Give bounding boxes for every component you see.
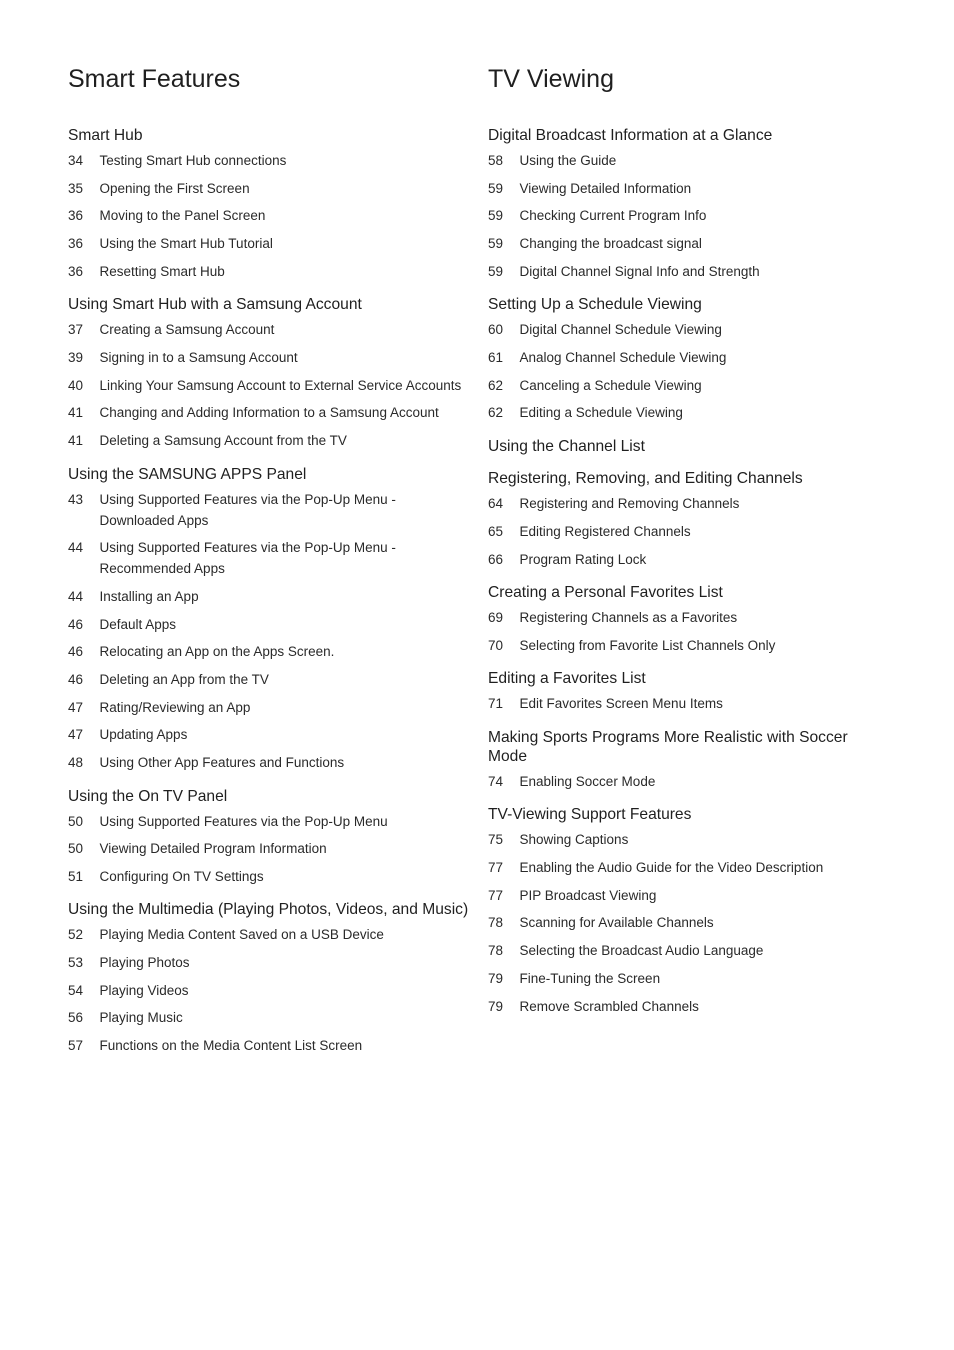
toc-section <box>488 728 883 792</box>
section-title[interactable]: Using the Multimedia (Playing Photos, Videos, and Music) <box>68 901 469 919</box>
toc-section <box>488 805 883 1016</box>
page-number: 50 <box>68 813 84 829</box>
entry-title: Playing Photos <box>99 955 190 971</box>
toc-entry[interactable] <box>488 857 883 878</box>
column-title: Smart Features <box>68 65 241 93</box>
page-number: 47 <box>68 727 84 743</box>
toc-entry[interactable] <box>68 980 470 1001</box>
page-number: 56 <box>68 1010 84 1026</box>
entry-title: Playing Videos <box>99 982 189 998</box>
toc-entry[interactable] <box>68 697 470 718</box>
entry-title: Testing Smart Hub connections <box>99 153 287 168</box>
entry-title: Checking Current Program Info <box>519 208 707 224</box>
page-number: 41 <box>68 433 84 448</box>
entry-title: Remove Scrambled Channels <box>519 998 699 1014</box>
entry-title: Edit Favorites Screen Menu Items <box>519 696 723 712</box>
toc-entry[interactable] <box>488 150 883 171</box>
toc-entry[interactable] <box>68 724 470 745</box>
page-number: 36 <box>68 208 84 224</box>
section-title[interactable]: Registering, Removing, and Editing Channels <box>488 470 803 488</box>
page-number: 62 <box>488 405 504 421</box>
entry-title: Program Rating Lock <box>519 551 647 567</box>
section-title[interactable]: Creating a Personal Favorites List <box>488 584 723 602</box>
page-number: 58 <box>488 153 504 168</box>
toc-section <box>488 295 883 423</box>
toc-entry[interactable] <box>68 205 470 226</box>
toc-entry-list <box>68 489 470 774</box>
page-number: 60 <box>488 322 504 338</box>
page-number: 70 <box>488 637 504 653</box>
toc-entry[interactable] <box>68 430 470 451</box>
entry-title: Configuring On TV Settings <box>99 868 264 884</box>
toc-entry[interactable] <box>68 347 470 368</box>
section-title[interactable]: Setting Up a Schedule Viewing <box>488 296 702 314</box>
entry-title: Playing Media Content Saved on a USB Device <box>99 927 384 943</box>
page-number: 50 <box>68 841 84 857</box>
section-title[interactable]: Making Sports Programs More Realistic with Soccer Mode <box>488 728 848 765</box>
toc-entry[interactable] <box>68 319 470 340</box>
toc-entry[interactable] <box>68 811 470 832</box>
page-number: 71 <box>488 696 504 712</box>
page-number: 75 <box>488 832 504 848</box>
page-number: 36 <box>68 263 84 279</box>
entry-title: Deleting a Samsung Account from the TV <box>99 433 347 448</box>
entry-title: Signing in to a Samsung Account <box>99 349 298 365</box>
toc-entry-list <box>488 771 883 792</box>
toc-entry[interactable] <box>68 866 470 887</box>
entry-title: Editing a Schedule Viewing <box>519 405 683 421</box>
toc-entry-list <box>488 319 883 423</box>
toc-entry[interactable] <box>488 635 883 656</box>
toc-entry[interactable] <box>488 233 883 254</box>
toc-entry[interactable] <box>68 489 470 531</box>
page-number: 79 <box>488 998 504 1014</box>
toc-entry[interactable] <box>488 493 883 514</box>
toc-entry[interactable] <box>68 537 470 579</box>
column-title: TV Viewing <box>488 65 614 93</box>
page-number: 37 <box>68 322 84 338</box>
entry-title: Selecting from Favorite List Channels Only <box>519 637 776 653</box>
page-number: 59 <box>488 263 504 279</box>
toc-column-smart-features <box>68 64 470 1070</box>
toc-entry-list <box>488 150 883 282</box>
page-number: 46 <box>68 671 84 687</box>
page-number: 52 <box>68 927 84 943</box>
page-number: 78 <box>488 943 504 959</box>
toc-entry[interactable] <box>488 885 883 906</box>
toc-entry-list <box>68 319 470 451</box>
page-number: 36 <box>68 236 84 252</box>
entry-title: Playing Music <box>99 1010 183 1026</box>
toc-entry[interactable] <box>68 375 470 396</box>
toc-entry-list <box>68 811 470 887</box>
entry-title: Using the Smart Hub Tutorial <box>99 236 273 252</box>
entry-title: Editing Registered Channels <box>519 524 691 539</box>
toc-entry-list <box>488 607 883 656</box>
entry-title: Deleting an App from the TV <box>99 671 269 687</box>
toc-entry[interactable] <box>68 924 470 945</box>
page-number: 47 <box>68 699 84 715</box>
toc-entry[interactable] <box>488 261 883 282</box>
toc-entry[interactable] <box>488 829 883 850</box>
section-title[interactable]: Using the On TV Panel <box>68 787 228 805</box>
toc-entry[interactable] <box>488 375 883 396</box>
toc-entry[interactable] <box>488 178 883 199</box>
entry-title: Moving to the Panel Screen <box>99 208 266 224</box>
entry-title: Digital Channel Signal Info and Strength <box>519 263 760 279</box>
toc-entry[interactable] <box>68 752 470 773</box>
section-title[interactable]: Smart Hub <box>68 127 143 144</box>
section-title[interactable]: Using Smart Hub with a Samsung Account <box>68 296 362 314</box>
toc-entry[interactable] <box>488 996 883 1017</box>
toc-section <box>488 583 883 656</box>
section-list <box>68 126 470 1056</box>
entry-title: Viewing Detailed Information <box>519 180 692 196</box>
entry-title: Changing the broadcast signal <box>519 236 702 252</box>
toc-entry[interactable] <box>68 641 470 662</box>
entry-title: Default Apps <box>99 616 177 632</box>
toc-entry[interactable] <box>488 205 883 226</box>
entry-title: Changing and Adding Information to a Samsung Account <box>99 405 439 421</box>
section-list <box>488 126 883 1017</box>
toc-entry[interactable] <box>488 912 883 933</box>
toc-section <box>68 126 470 282</box>
page-number: 53 <box>68 955 84 971</box>
page-number: 39 <box>68 349 84 365</box>
toc-entry[interactable] <box>68 1035 470 1056</box>
entry-title: Creating a Samsung Account <box>99 322 275 338</box>
entry-title: Enabling Soccer Mode <box>519 773 656 789</box>
page-number: 34 <box>68 153 84 168</box>
entry-title: Registering and Removing Channels <box>519 496 740 512</box>
entry-title: Installing an App <box>99 588 199 604</box>
page-number: 57 <box>68 1038 84 1054</box>
toc-entry[interactable] <box>488 319 883 340</box>
page-number: 54 <box>68 982 84 998</box>
toc-entry[interactable] <box>488 693 883 714</box>
toc-section <box>488 469 883 569</box>
entry-title: Scanning for Available Channels <box>519 915 714 931</box>
entry-title: Using Supported Features via the Pop-Up Menu - Recommended Apps <box>99 540 396 577</box>
toc-entry[interactable] <box>68 261 470 282</box>
toc-entry[interactable] <box>488 549 883 570</box>
page-number: 78 <box>488 915 504 931</box>
page-number: 69 <box>488 610 504 626</box>
entry-title: Registering Channels as a Favorites <box>519 610 738 626</box>
page-number: 62 <box>488 377 504 393</box>
entry-title: Using Supported Features via the Pop-Up Menu - Downloaded Apps <box>99 491 396 528</box>
page-number: 66 <box>488 551 504 567</box>
entry-title: Digital Channel Schedule Viewing <box>519 322 722 338</box>
entry-title: Showing Captions <box>519 832 629 848</box>
toc-section <box>68 465 470 774</box>
toc-section <box>488 669 883 714</box>
toc-entry[interactable] <box>68 150 470 171</box>
page-number: 46 <box>68 616 84 632</box>
entry-title: Fine-Tuning the Screen <box>519 970 661 986</box>
section-title[interactable]: TV-Viewing Support Features <box>488 806 692 824</box>
page-number: 77 <box>488 887 504 903</box>
toc-entry-list <box>488 829 883 1016</box>
toc-entry[interactable] <box>488 771 883 792</box>
toc-section <box>488 437 883 456</box>
toc-column-tv-viewing <box>488 64 883 1030</box>
section-title[interactable]: Using the SAMSUNG APPS Panel <box>68 465 307 483</box>
entry-title: Rating/Reviewing an App <box>99 699 251 715</box>
page-number: 35 <box>68 180 84 196</box>
page-number: 44 <box>68 588 84 604</box>
page-number: 51 <box>68 868 84 884</box>
page-number: 64 <box>488 496 504 512</box>
page-number: 74 <box>488 773 504 789</box>
entry-title: Selecting the Broadcast Audio Language <box>519 943 764 959</box>
toc-entry[interactable] <box>488 402 883 423</box>
page-number: 79 <box>488 970 504 986</box>
page-number: 48 <box>68 755 84 770</box>
page-number: 65 <box>488 524 504 539</box>
entry-title: Viewing Detailed Program Information <box>99 841 327 857</box>
page-number: 40 <box>68 377 84 393</box>
toc-entry[interactable] <box>488 521 883 542</box>
toc-section <box>68 787 470 887</box>
entry-title: Resetting Smart Hub <box>99 263 225 279</box>
toc-entry[interactable] <box>488 940 883 961</box>
toc-entry-list <box>68 150 470 282</box>
toc-entry[interactable] <box>68 1007 470 1028</box>
section-title[interactable]: Editing a Favorites List <box>488 670 646 688</box>
toc-entry[interactable] <box>488 968 883 989</box>
entry-title: Using the Guide <box>519 153 617 168</box>
toc-entry[interactable] <box>68 178 470 199</box>
toc-entry[interactable] <box>68 614 470 635</box>
toc-entry[interactable] <box>68 838 470 859</box>
page-number: 59 <box>488 208 504 224</box>
toc-entry-list <box>68 924 470 1056</box>
toc-entry[interactable] <box>68 669 470 690</box>
entry-title: Relocating an App on the Apps Screen. <box>99 644 335 660</box>
entry-title: Opening the First Screen <box>99 180 250 196</box>
page-number: 46 <box>68 644 84 660</box>
page-number: 41 <box>68 405 84 421</box>
toc-entry[interactable] <box>68 402 470 423</box>
section-title[interactable]: Using the Channel List <box>488 437 645 455</box>
entry-title: Enabling the Audio Guide for the Video Description <box>519 860 824 876</box>
entry-title: Using Supported Features via the Pop-Up Menu <box>99 813 388 829</box>
toc-entry[interactable] <box>68 952 470 973</box>
page-number: 43 <box>68 491 84 507</box>
section-title[interactable]: Digital Broadcast Information at a Glance <box>488 127 773 144</box>
entry-title: Functions on the Media Content List Screen <box>99 1038 363 1054</box>
entry-title: PIP Broadcast Viewing <box>519 887 657 903</box>
entry-title: Analog Channel Schedule Viewing <box>519 349 727 365</box>
toc-entry[interactable] <box>488 607 883 628</box>
toc-section <box>68 295 470 451</box>
toc-section <box>68 900 470 1056</box>
toc-entry-list <box>488 693 883 714</box>
toc-entry-list <box>488 493 883 569</box>
page-number: 59 <box>488 236 504 252</box>
toc-entry[interactable] <box>488 347 883 368</box>
entry-title: Linking Your Samsung Account to External Service Accounts <box>99 377 462 393</box>
page-number: 44 <box>68 540 84 556</box>
entry-title: Updating Apps <box>99 727 188 743</box>
entry-title: Canceling a Schedule Viewing <box>519 377 702 393</box>
page-number: 61 <box>488 349 504 365</box>
page-number: 77 <box>488 860 504 876</box>
toc-entry[interactable] <box>68 233 470 254</box>
toc-section <box>488 126 883 282</box>
toc-entry[interactable] <box>68 586 470 607</box>
entry-title: Using Other App Features and Functions <box>99 755 345 770</box>
page-number: 59 <box>488 180 504 196</box>
